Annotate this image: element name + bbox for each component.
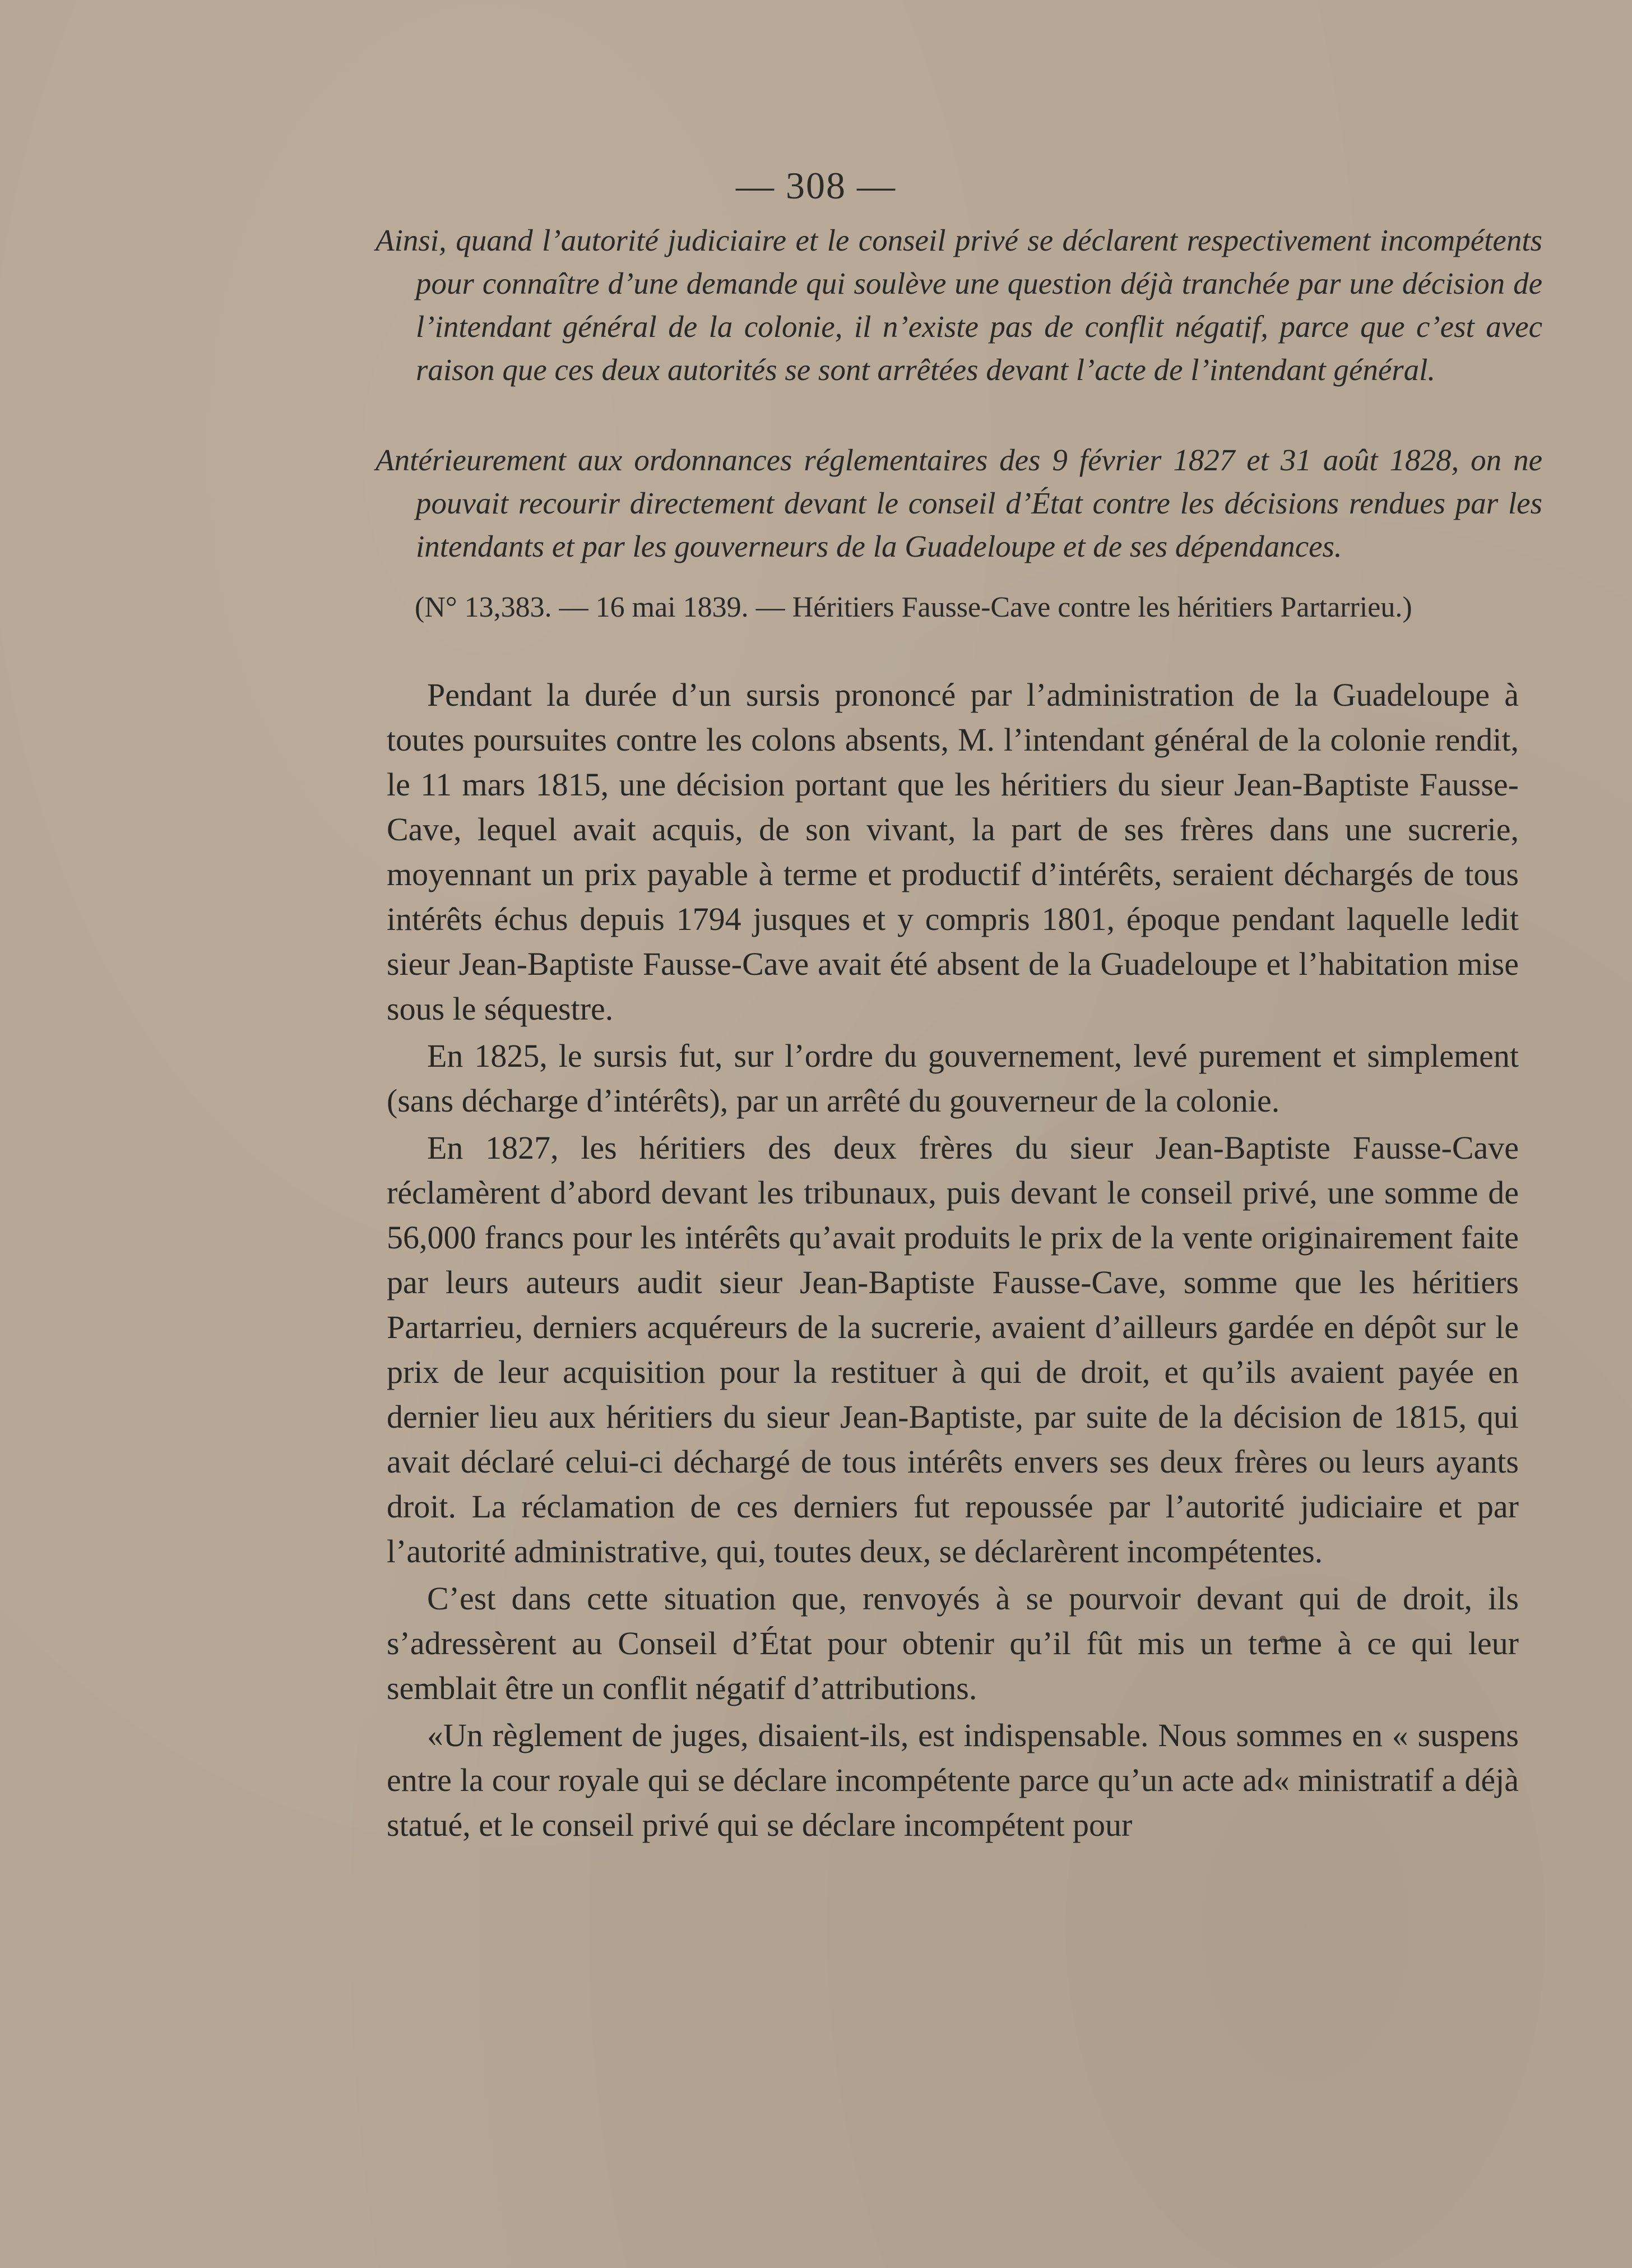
body-paragraph-1: Pendant la durée d’un sursis prononcé par l’administration de la Guadeloupe à toutes poursuites contre les colons absents, M. l’intendant général de la colonie rendit, le 11 mars 1815, une décision portant que les héritiers du sieur Jean-Baptiste Fausse-Cave, lequel avait acquis, de son vivant, la part de ses frères dans une sucrerie, moyennant un prix payable à terme et productif d’intérêts, seraient déchargés de tous intérêts échus depuis 1794 jusques et y compris 1801, époque pendant laquelle ledit sieur Jean-Baptiste Fausse-Cave avait été absent de la Guadeloupe et l’habitation mise sous le séquestre. [387,677,1519,1027]
body-paragraph-2: En 1825, le sursis fut, sur l’ordre du gouvernement, levé purement et simplement (sans décharge d’intérêts), par un arrêté du gouverneur de la colonie. [387,1038,1519,1119]
body-paragraph-5: «Un règlement de juges, disaient-ils, est indispensable. Nous sommes en « suspens entre la cour royale qui se déclare incompétente parce qu’un acte ad« ministratif a déjà statué, et le conseil privé qui se déclare incompétent pour [387,1717,1519,1843]
summary-paragraph-1: Ainsi, quand l’autorité judiciaire et le conseil privé se déclarent respectivement incompétents pour connaître d’une demande qui soulève une question déjà tranchée par une décision de l’intendant général de la colonie, il n’existe pas de conflit négatif, parce que c’est avec raison que ces deux autorités se sont arrêtées devant l’acte de l’intendant général. [375,223,1542,387]
page-number: — 308 — [736,164,896,207]
body-text [387,673,1519,1848]
summary-paragraph-2: Antérieurement aux ordonnances réglementaires des 9 février 1827 et 31 août 1828, on ne pouvait recourir directement devant le conseil d’État contre les décisions rendues par les intendants et par les gouverneurs de la Guadeloupe et de ses dépendances. [375,443,1542,563]
body-paragraph-3: En 1827, les héritiers des deux frères du sieur Jean-Baptiste Fausse-Cave réclamèrent d’abord devant les tribunaux, puis devant le conseil privé, une somme de 56,000 francs pour les intérêts qu’avait produits le prix de la vente originairement faite par leurs auteurs audit sieur Jean-Baptiste Fausse-Cave, somme que les héritiers Partarrieu, derniers acquéreurs de la sucrerie, avaient d’ailleurs gardée en dépôt sur le prix de leur acquisition pour la restituer à qui de droit, et qu’ils avaient payée en dernier lieu aux héritiers du sieur Jean-Baptiste, par suite de la décision de 1815, qui avait déclaré celui-ci déchargé de tous intérêts envers ses deux frères ou leurs ayants droit. La réclamation de ces derniers fut repoussée par l’autorité judiciaire et par l’autorité administrative, qui, toutes deux, se déclarèrent incompétentes. [387,1130,1519,1570]
case-citation: (N° 13,383. — 16 mai 1839. — Héritiers Fausse-Cave contre les héritiers Partarrieu.) [415,591,1412,623]
body-paragraph-4: C’est dans cette situation que, renvoyés à se pourvoir devant qui de droit, ils s’adressèrent au Conseil d’État pour obtenir qu’il fût mis un terme à ce qui leur semblait être un conflit négatif d’attributions. [387,1580,1519,1706]
